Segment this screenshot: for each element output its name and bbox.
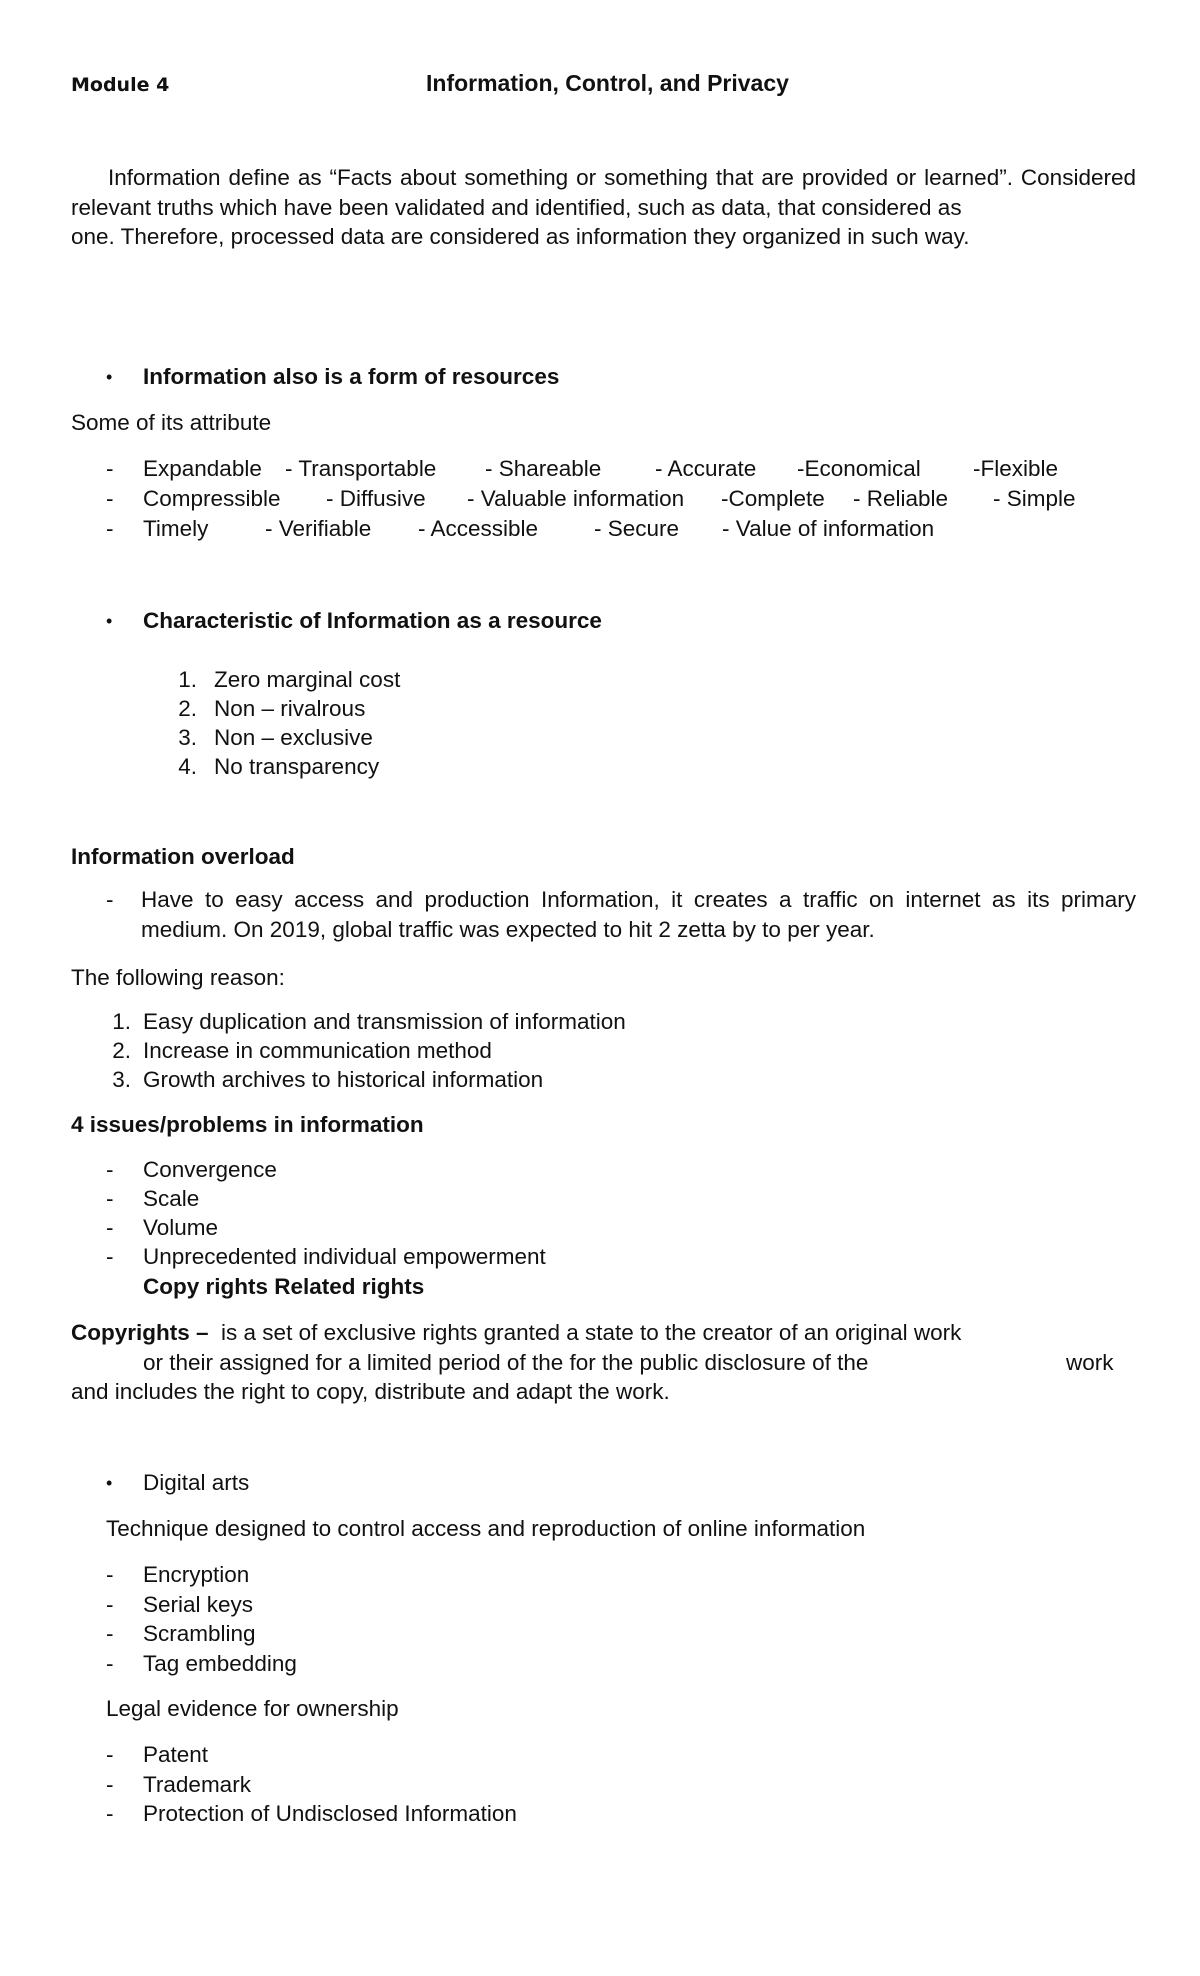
bullet-marker: • <box>106 611 113 631</box>
list-item: Unprecedented individual empowerment <box>143 1244 546 1269</box>
copyrights-def-2: or their assigned for a limited period of the for the public disclosure of the <box>143 1350 869 1375</box>
attribute-item: Timely <box>143 516 209 541</box>
list-item: Scale <box>143 1186 200 1211</box>
bullet-marker: • <box>106 1473 113 1493</box>
list-item: Serial keys <box>143 1592 254 1617</box>
list-number: 2. <box>178 696 197 721</box>
row-dash: - <box>106 1186 114 1211</box>
list-item: Convergence <box>143 1157 277 1182</box>
module-label: Module 4 <box>71 74 170 96</box>
list-number: 2. <box>112 1038 131 1063</box>
row-dash: - <box>106 1621 114 1646</box>
attribute-item: -Flexible <box>973 456 1059 481</box>
list-item: Volume <box>143 1215 219 1240</box>
list-number: 3. <box>178 725 197 750</box>
list-item: Tag embedding <box>143 1651 297 1676</box>
digital-arts-bullet: Digital arts <box>143 1470 250 1495</box>
copyrights-def-1: is a set of exclusive rights granted a state to the creator of an original work <box>221 1320 962 1345</box>
list-item: Non – exclusive <box>214 725 373 750</box>
attribute-item: - Shareable <box>485 456 602 481</box>
issues-heading: 4 issues/problems in information <box>71 1112 424 1137</box>
list-item: Protection of Undisclosed Information <box>143 1801 517 1826</box>
row-dash: - <box>106 1651 114 1676</box>
list-item: Increase in communication method <box>143 1038 492 1063</box>
intro-text-1: Information define as “Facts about something or something that are provided or learned”. Considered relevant truths which have been validated and identified, such as data, that considered as <box>71 165 1136 220</box>
list-item: Scrambling <box>143 1621 256 1646</box>
attribute-item: -Complete <box>721 486 825 511</box>
copyright-subheading: Copy rights Related rights <box>143 1274 425 1299</box>
copyrights-def-3: and includes the right to copy, distribute and adapt the work. <box>71 1379 670 1404</box>
overload-heading: Information overload <box>71 844 295 869</box>
list-item: Easy duplication and transmission of information <box>143 1009 626 1034</box>
legal-label: Legal evidence for ownership <box>106 1696 399 1721</box>
technique-label: Technique designed to control access and reproduction of online information <box>106 1516 866 1541</box>
list-number: 1. <box>178 667 197 692</box>
attribute-item: - Value of information <box>722 516 935 541</box>
intro-paragraph <box>71 163 1136 252</box>
bullet-marker: • <box>106 367 113 387</box>
attribute-item: - Simple <box>993 486 1076 511</box>
characteristic-bullet-heading: Characteristic of Information as a resource <box>143 608 602 633</box>
list-item: Patent <box>143 1742 209 1767</box>
copyrights-term: Copyrights – <box>71 1320 209 1345</box>
row-dash: - <box>106 1562 114 1587</box>
row-dash: - <box>106 1157 114 1182</box>
attribute-item: - Accessible <box>418 516 539 541</box>
attribute-item: - Diffusive <box>326 486 426 511</box>
attribute-item: - Valuable information <box>467 486 685 511</box>
row-dash: - <box>106 1592 114 1617</box>
overload-dash: - <box>106 887 114 912</box>
list-number: 1. <box>112 1009 131 1034</box>
list-item: Zero marginal cost <box>214 667 401 692</box>
row-dash: - <box>106 1801 114 1826</box>
row-dash: - <box>106 456 114 481</box>
attribute-item: - Transportable <box>285 456 437 481</box>
attribute-item: - Secure <box>594 516 680 541</box>
row-dash: - <box>106 1742 114 1767</box>
row-dash: - <box>106 486 114 511</box>
attribute-item: - Accurate <box>655 456 757 481</box>
attribute-item: - Verifiable <box>265 516 372 541</box>
resources-bullet-heading: Information also is a form of resources <box>143 364 560 389</box>
list-number: 3. <box>112 1067 131 1092</box>
attribute-subhead: Some of its attribute <box>71 410 272 435</box>
attribute-item: Compressible <box>143 486 281 511</box>
copyrights-line-1 <box>71 1318 961 1347</box>
attribute-item: Expandable <box>143 456 262 481</box>
list-item: Non – rivalrous <box>214 696 366 721</box>
row-dash: - <box>106 1215 114 1240</box>
list-number: 4. <box>178 754 197 779</box>
attribute-item: - Reliable <box>853 486 949 511</box>
reason-label: The following reason: <box>71 965 285 990</box>
copyrights-def-2-end: work <box>1066 1350 1114 1375</box>
list-item: Encryption <box>143 1562 250 1587</box>
attribute-item: -Economical <box>797 456 921 481</box>
intro-text-2: one. Therefore, processed data are considered as information they organized in such way. <box>71 224 970 249</box>
list-item: Growth archives to historical information <box>143 1067 544 1092</box>
row-dash: - <box>106 1772 114 1797</box>
list-item: No transparency <box>214 754 380 779</box>
overload-text: Have to easy access and production Information, it creates a traffic on internet as its primary medium. On 2019, global traffic was expected to hit 2 zetta by to per year. <box>141 887 1136 942</box>
document-title: Information, Control, and Privacy <box>426 70 789 96</box>
row-dash: - <box>106 516 114 541</box>
row-dash: - <box>106 1244 114 1269</box>
list-item: Trademark <box>143 1772 251 1797</box>
